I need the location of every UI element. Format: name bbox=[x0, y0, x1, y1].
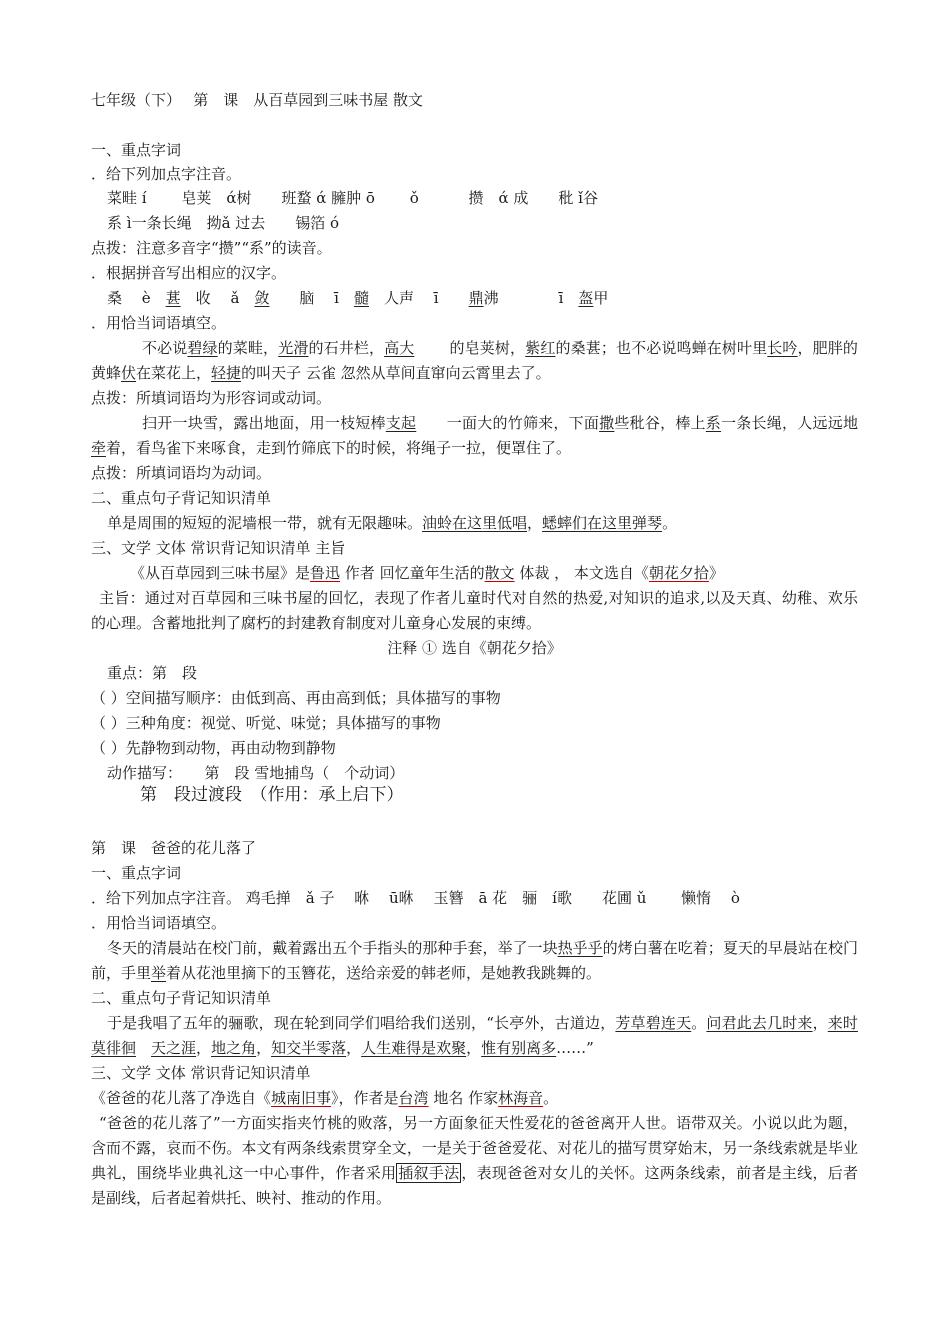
genre: 散文 bbox=[484, 564, 515, 582]
lesson1-tip-verbs: 点拨：所填词语均为动词。 bbox=[91, 464, 272, 482]
para-text: ，肥胖的黄蜂 bbox=[91, 339, 858, 382]
para-text: 的石井栏， bbox=[308, 339, 385, 357]
lesson1-key-sentence bbox=[107, 513, 858, 533]
lesson1-hanzi-prompt: ．根据拼音写出相应的汉字。 bbox=[91, 264, 287, 282]
para-text: 一面大的竹筛来，下面 bbox=[416, 414, 600, 432]
lesson1-section1-heading: 一、重点字词 bbox=[91, 141, 182, 159]
key-phrase: 惟有别离多 bbox=[481, 1039, 557, 1057]
para-text: 的皂荚树， bbox=[414, 339, 526, 357]
para-text: 不必说 bbox=[142, 339, 188, 357]
src-text: 》，作者是 bbox=[331, 1089, 399, 1107]
para-text: 着从花池里摘下的玉簪花，送给亲爱的韩老师，是她教我跳舞的。 bbox=[166, 964, 602, 982]
hanzi-text: 人声 ī bbox=[369, 289, 469, 307]
lesson2-analysis bbox=[91, 1111, 858, 1211]
lesson1-tip-polyphone: 点拨：注意多音字“攒”“系”的读音。 bbox=[91, 239, 332, 257]
hanzi-text: 甲 bbox=[593, 289, 609, 307]
para-text: 的菜畦， bbox=[217, 339, 279, 357]
lit-text: 作者 回忆童年生活的 bbox=[340, 564, 485, 582]
hanzi-answer: 髓 bbox=[353, 289, 369, 307]
fill-answer: 系 bbox=[705, 414, 722, 432]
fill-answer: 长吟 bbox=[767, 339, 798, 357]
para-text: “爸爸的花儿落了”一方面实指夹竹桃的败落，另一方面象征天性爱花的爸爸离开人世。语带双关。小说以此为题，含而不露，哀而不伤。本文有两条线索贯穿全文，一是关于爸爸爱花、对花儿的描写贯穿始末，另一条线索就是毕业典礼，围绕毕业典礼这一中心事件，作者采用 bbox=[91, 1114, 858, 1182]
hanzi-answer: 盔 bbox=[578, 289, 594, 307]
lesson2-title: 第 课 爸爸的花儿落了 bbox=[91, 839, 257, 857]
lesson1-focus: 重点：第 段 bbox=[107, 664, 198, 682]
sentence-text: ， bbox=[527, 514, 543, 532]
sentence-text: ， bbox=[196, 1039, 212, 1057]
para-text: 冬天的清晨站在校门前，戴着露出五个手指头的那种手套，举了一块 bbox=[107, 939, 558, 957]
lesson1-literature-line bbox=[130, 563, 858, 583]
lesson1-point-3: （ ）先静物到动物，再由动物到静物 bbox=[91, 739, 336, 757]
lesson1-pinyin-items-b: 系 ì一条长绳 拗ǎ 过去 锡箔 ó bbox=[107, 214, 340, 232]
lesson2-section3-heading: 三、文学 文体 常识背记知识清单 bbox=[91, 1064, 311, 1082]
hanzi-answer: 敛 bbox=[254, 289, 270, 307]
lesson2-fill-paragraph bbox=[91, 936, 858, 986]
para-text: 一条长绳，人远远地 bbox=[721, 414, 858, 432]
lesson1-fill-paragraph-1 bbox=[91, 336, 858, 386]
lesson2-key-sentence bbox=[91, 1011, 858, 1061]
hanzi-answer: 鼎 bbox=[468, 289, 484, 307]
lit-text: 体裁 ， 本文选自《 bbox=[514, 564, 649, 582]
lesson2-pinyin-items: ．给下列加点字注音。 鸡毛掸 ǎ 子 咻 ū咻 玉簪 ā 花 骊 í歌 花圃 ǔ 懒惰 ò bbox=[91, 889, 740, 907]
fill-answer: 热乎乎 bbox=[557, 939, 603, 957]
key-phrase: 天之涯 bbox=[151, 1039, 197, 1057]
key-phrase: 人生难得是欢聚 bbox=[361, 1039, 467, 1057]
technique-boxed: 插叙手法 bbox=[398, 1164, 460, 1182]
place-name: 台湾 bbox=[398, 1089, 429, 1107]
author-name: 林海音 bbox=[498, 1089, 544, 1107]
lesson1-fill-paragraph-2 bbox=[91, 411, 858, 461]
sentence-text: ， bbox=[812, 1014, 828, 1032]
sentence-text bbox=[136, 1039, 151, 1057]
lesson1-theme: 主旨：通过对百草园和三味书屋的回忆，表现了作者儿童时代对自然的热爱,对知识的追求,以及天真、幼稚、欢乐的心理。含蓄地批判了腐朽的封建教育制度对儿童身心发展的束缚。 bbox=[91, 589, 858, 632]
sentence-text: 于是我唱了五年的骊歌，现在轮到同学们唱给我们送别，“长亭外，古道边， bbox=[107, 1014, 616, 1032]
fill-answer: 轻捷 bbox=[211, 364, 242, 382]
para-text: 在菜花上， bbox=[136, 364, 212, 382]
fill-answer: 紫红 bbox=[525, 339, 556, 357]
fill-answer: 光滑 bbox=[278, 339, 309, 357]
para-text: 着，看鸟雀下来啄食，走到竹筛底下的时候，将绳子一拉，便罩住了。 bbox=[106, 439, 572, 457]
para-text: 的烤白薯在吃着；夏天的早晨站在校门前，手里 bbox=[91, 939, 858, 982]
key-phrase: 蟋蟀们在这里弹琴 bbox=[542, 514, 663, 532]
lesson1-transition: 第 段过渡段 （作用：承上启下） bbox=[140, 785, 404, 805]
lesson1-tip-adjectives: 点拨：所填词语均为形容词或动词。 bbox=[91, 389, 332, 407]
lesson1-hanzi-items bbox=[107, 288, 858, 308]
para-text: 扫开一块雪，露出地面，用一枝短棒 bbox=[142, 414, 386, 432]
para-text: 的桑葚；也不必说鸣蝉在树叶里 bbox=[555, 339, 768, 357]
sentence-text: 。 bbox=[662, 514, 678, 532]
src-text: 。 bbox=[543, 1089, 559, 1107]
key-phrase: 问君此去几时来 bbox=[706, 1014, 813, 1032]
source-book: 朝花夕拾 bbox=[648, 564, 709, 582]
lesson1-point-1: （ ）空间描写顺序：由低到高、再由高到低；具体描写的事物 bbox=[91, 689, 501, 707]
sentence-text: ， bbox=[346, 1039, 362, 1057]
hanzi-pre: 桑 è bbox=[107, 289, 166, 307]
lesson2-section2-heading: 二、重点句子背记知识清单 bbox=[91, 989, 272, 1007]
lesson2-source-line bbox=[91, 1088, 858, 1108]
lesson1-section3-heading: 三、文学 文体 常识背记知识清单 主旨 bbox=[91, 539, 346, 557]
lesson1-footnote: 注释 ① 选自《朝花夕拾》 bbox=[387, 639, 562, 657]
key-phrase: 来时莫徘徊 bbox=[91, 1014, 858, 1057]
sentence-text: ……” bbox=[556, 1039, 594, 1057]
author-name: 鲁迅 bbox=[310, 564, 341, 582]
para-text: 些秕谷，棒上 bbox=[614, 414, 706, 432]
lesson2-fill-prompt: ．用恰当词语填空。 bbox=[91, 914, 227, 932]
lesson2-section1-heading: 一、重点字词 bbox=[91, 864, 182, 882]
hanzi-text: 脑 ī bbox=[269, 289, 354, 307]
fill-answer: 碧绿 bbox=[187, 339, 218, 357]
lesson1-fill-prompt: ．用恰当词语填空。 bbox=[91, 314, 227, 332]
fill-answer: 撒 bbox=[599, 414, 615, 432]
hanzi-text: 收 ǎ bbox=[180, 289, 255, 307]
key-phrase: 地之角 bbox=[211, 1039, 257, 1057]
key-phrase: 知交半零落 bbox=[271, 1039, 347, 1057]
src-text: 《爸爸的花儿落了净选自《 bbox=[91, 1089, 272, 1107]
lesson1-title: 七年级（下） 第 课 从百草园到三味书屋 散文 bbox=[91, 91, 424, 109]
fill-answer: 举 bbox=[151, 964, 167, 982]
hanzi-answer: 葚 bbox=[165, 289, 181, 307]
lit-text: 《从百草园到三味书屋》是 bbox=[130, 564, 311, 582]
para-text: 的叫天子 云雀 忽然从草间直窜向云霄里去了。 bbox=[241, 364, 551, 382]
sentence-text: ， bbox=[466, 1039, 482, 1057]
fill-answer: 牵 bbox=[91, 439, 107, 457]
key-phrase: 油蛉在这里低唱 bbox=[422, 514, 528, 532]
source-book: 城南旧事 bbox=[271, 1089, 332, 1107]
fill-answer: 支起 bbox=[385, 414, 417, 432]
lesson1-action-description: 动作描写： 第 段 雪地捕鸟（ 个动词） bbox=[107, 764, 405, 782]
sentence-text: 。 bbox=[691, 1014, 707, 1032]
sentence-text: ， bbox=[256, 1039, 272, 1057]
fill-answer: 伏 bbox=[121, 364, 137, 382]
fill-answer: 高大 bbox=[384, 339, 415, 357]
hanzi-text: 沸 ī bbox=[483, 289, 579, 307]
para-text: ，表现爸爸对女儿的关怀。这两条线索，前者是主线，后者是副线，后者起着烘托、映衬、推动的作用。 bbox=[91, 1164, 858, 1207]
lesson1-section2-heading: 二、重点句子背记知识清单 bbox=[91, 489, 272, 507]
lesson1-pinyin-items-a: 菜畦 í 皂荚 ά树 班蝥 ά 臃肿 ō ǒ 攒 ά 成 秕 ǐ谷 bbox=[107, 189, 598, 207]
lesson1-point-2: （ ）三种角度：视觉、听觉、味觉；具体描写的事物 bbox=[91, 714, 441, 732]
src-text: 地名 作家 bbox=[428, 1089, 499, 1107]
key-phrase: 芳草碧连天 bbox=[615, 1014, 692, 1032]
lit-text: 》 bbox=[708, 564, 724, 582]
sentence-text: 单是周围的短短的泥墙根一带，就有无限趣味。 bbox=[107, 514, 423, 532]
lesson1-pinyin-prompt: ．给下列加点字注音。 bbox=[91, 165, 242, 183]
